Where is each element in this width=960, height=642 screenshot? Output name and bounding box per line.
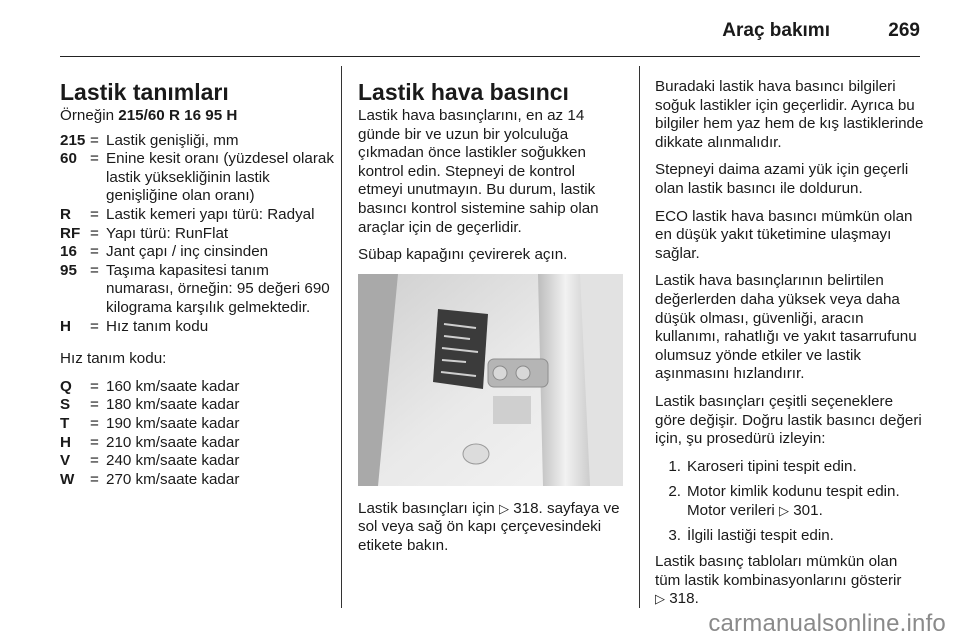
page-header bbox=[0, 0, 960, 62]
step-text: Karoseri tipini tespit edin. bbox=[687, 457, 857, 475]
step-text: İlgili lastiği tespit edin. bbox=[687, 527, 834, 545]
table-row bbox=[60, 318, 335, 337]
example-prefix: Örneğin bbox=[60, 107, 115, 124]
definition-text: 160 km/saate kadar bbox=[106, 377, 240, 395]
definition-key: T bbox=[60, 414, 70, 432]
definition-text: Hız tanım kodu bbox=[106, 317, 209, 335]
page-reference-arrow-icon: ▷ bbox=[655, 591, 665, 607]
step-text bbox=[687, 483, 925, 520]
table-row bbox=[60, 415, 239, 434]
equals-sign: = bbox=[90, 205, 99, 223]
caption-page-ref[interactable]: 318 bbox=[513, 499, 539, 517]
list-item bbox=[655, 483, 925, 520]
definition-text: Lastik kemeri yapı türü: Radyal bbox=[106, 205, 315, 223]
designation-table bbox=[60, 132, 335, 337]
speed-code-table bbox=[60, 378, 239, 490]
definition-text: 270 km/saate kadar bbox=[106, 470, 240, 488]
definition-text: Jant çapı / inç cinsinden bbox=[106, 243, 269, 261]
definition-text: 210 km/saate kadar bbox=[106, 433, 240, 451]
pressure-paragraph: Lastik hava basınçlarını, en az 14 günde bir ve uzun bir yolculuğa çıkmadan önce lastikler soğukken kontrol edin. Stepneyi de kontrol etmeyi unutmayın. Bu durum, lastik basıncı kontrol sistemine sahip olan araçlar için de geçerlidir. bbox=[358, 107, 599, 236]
example-line bbox=[60, 107, 335, 126]
definition-text: Lastik genişliği, mm bbox=[106, 131, 239, 149]
table-row bbox=[60, 378, 239, 397]
step-number: 3. bbox=[668, 527, 681, 545]
paragraph-text-end: . bbox=[694, 590, 699, 608]
info-paragraph-2: Stepneyi daima azami yük için geçerli olan lastik basıncı ile doldurun. bbox=[655, 161, 909, 197]
definition-key: H bbox=[60, 433, 71, 451]
equals-sign: = bbox=[90, 150, 99, 168]
section-title: Araç bakımı bbox=[722, 20, 830, 41]
table-row bbox=[60, 434, 239, 453]
header-rule bbox=[60, 56, 920, 57]
watermark: carmanualsonline.info bbox=[708, 610, 946, 637]
column-divider bbox=[341, 66, 342, 608]
definition-key: H bbox=[60, 317, 71, 335]
speed-code-intro: Hız tanım kodu: bbox=[60, 350, 167, 368]
definition-key: S bbox=[60, 396, 71, 414]
table-row bbox=[60, 452, 239, 471]
paragraph-page-ref[interactable]: 318 bbox=[669, 590, 695, 608]
definition-text: 240 km/saate kadar bbox=[106, 452, 240, 470]
table-row bbox=[60, 471, 239, 490]
heading-tire-designations: Lastik tanımları bbox=[60, 79, 229, 105]
definition-key: RF bbox=[60, 224, 81, 242]
definition-text: Taşıma kapasitesi tanım numarası, örneğin: 95 değeri 690 kilograma karşılık gelmektedir. bbox=[106, 261, 330, 316]
procedure-steps bbox=[655, 458, 925, 546]
column-tire-designations bbox=[60, 78, 335, 503]
table-row bbox=[60, 150, 335, 206]
table-row bbox=[60, 243, 335, 262]
equals-sign: = bbox=[90, 470, 99, 488]
definition-key: 16 bbox=[60, 243, 77, 261]
equals-sign: = bbox=[90, 414, 99, 432]
heading-tire-pressure: Lastik hava basıncı bbox=[358, 79, 569, 105]
page-reference-arrow-icon: ▷ bbox=[779, 502, 789, 518]
caption-text-end: . sayfaya ve sol veya sağ ön kapı çerçevesindeki etikete bakın. bbox=[358, 499, 620, 554]
step-number: 1. bbox=[668, 457, 681, 475]
definition-key: R bbox=[60, 205, 71, 223]
definition-key: 95 bbox=[60, 261, 77, 279]
step-text-part: Motor kimlik kodunu tespit edin. Motor verileri bbox=[687, 483, 900, 519]
definition-text: Enine kesit oranı (yüzdesel olarak lastik yüksekliğinin lastik genişliğine olan oranı) bbox=[106, 150, 334, 205]
equals-sign: = bbox=[90, 377, 99, 395]
info-paragraph-4: Lastik hava basınçlarının belirtilen değerlerden daha yüksek veya daha düşük olması, güvenliği, aracın kullanımı, rahatlığı ve yakıt tasarrufunu olumsuz yönde etkiler ve lastik aşınmasını hızlandırır. bbox=[655, 272, 917, 383]
definition-key: V bbox=[60, 452, 71, 470]
column-divider bbox=[639, 66, 640, 608]
step-number: 2. bbox=[668, 483, 681, 501]
table-row bbox=[60, 225, 335, 244]
list-item bbox=[655, 527, 925, 546]
page-number: 269 bbox=[888, 20, 920, 41]
definition-text: 180 km/saate kadar bbox=[106, 396, 240, 414]
table-row bbox=[60, 262, 335, 318]
caption-text: Lastik basınçları için bbox=[358, 499, 499, 517]
valve-cap-paragraph: Sübap kapağını çevirerek açın. bbox=[358, 246, 568, 264]
definition-key: 60 bbox=[60, 150, 77, 168]
photo-caption bbox=[358, 500, 623, 556]
column-tire-pressure bbox=[358, 78, 623, 565]
example-code: 215/60 R 16 95 H bbox=[118, 107, 238, 124]
equals-sign: = bbox=[90, 452, 99, 470]
page-reference-arrow-icon: ▷ bbox=[498, 500, 509, 516]
equals-sign: = bbox=[90, 317, 99, 335]
step-text-end: . bbox=[818, 501, 823, 519]
step-page-ref[interactable]: 301 bbox=[793, 501, 819, 519]
table-row bbox=[60, 206, 335, 225]
paragraph-text: Lastik basınç tabloları mümkün olan tüm lastik kombinasyonlarını gösterir bbox=[655, 553, 902, 589]
table-row bbox=[60, 396, 239, 415]
equals-sign: = bbox=[90, 224, 99, 242]
equals-sign: = bbox=[90, 433, 99, 451]
equals-sign: = bbox=[90, 396, 99, 414]
definition-text: Yapı türü: RunFlat bbox=[106, 224, 229, 242]
equals-sign: = bbox=[90, 131, 99, 149]
definition-key: W bbox=[60, 470, 75, 488]
info-paragraph-1: Buradaki lastik hava basıncı bilgileri soğuk lastikler için geçerlidir. Ayrıca bu bilgiler hem yaz hem de kış lastiklerinde dikkate alınmalıdır. bbox=[655, 78, 924, 151]
equals-sign: = bbox=[90, 261, 99, 279]
door-frame-label-photo bbox=[358, 274, 623, 486]
info-paragraph-3: ECO lastik hava basıncı mümkün olan en düşük yakıt tüketimine ulaşmayı sağlar. bbox=[655, 207, 913, 262]
equals-sign: = bbox=[90, 243, 99, 261]
definition-key: Q bbox=[60, 377, 72, 395]
info-paragraph-5: Lastik basınçları çeşitli seçeneklere göre değişir. Doğru lastik basıncı değeri için, şu prosedürü izleyin: bbox=[655, 392, 922, 448]
info-paragraph-6 bbox=[655, 553, 925, 609]
definition-key: 215 bbox=[60, 131, 86, 149]
column-pressure-info bbox=[655, 78, 925, 618]
list-item bbox=[655, 458, 925, 477]
table-row bbox=[60, 132, 335, 151]
definition-text: 190 km/saate kadar bbox=[106, 414, 240, 432]
